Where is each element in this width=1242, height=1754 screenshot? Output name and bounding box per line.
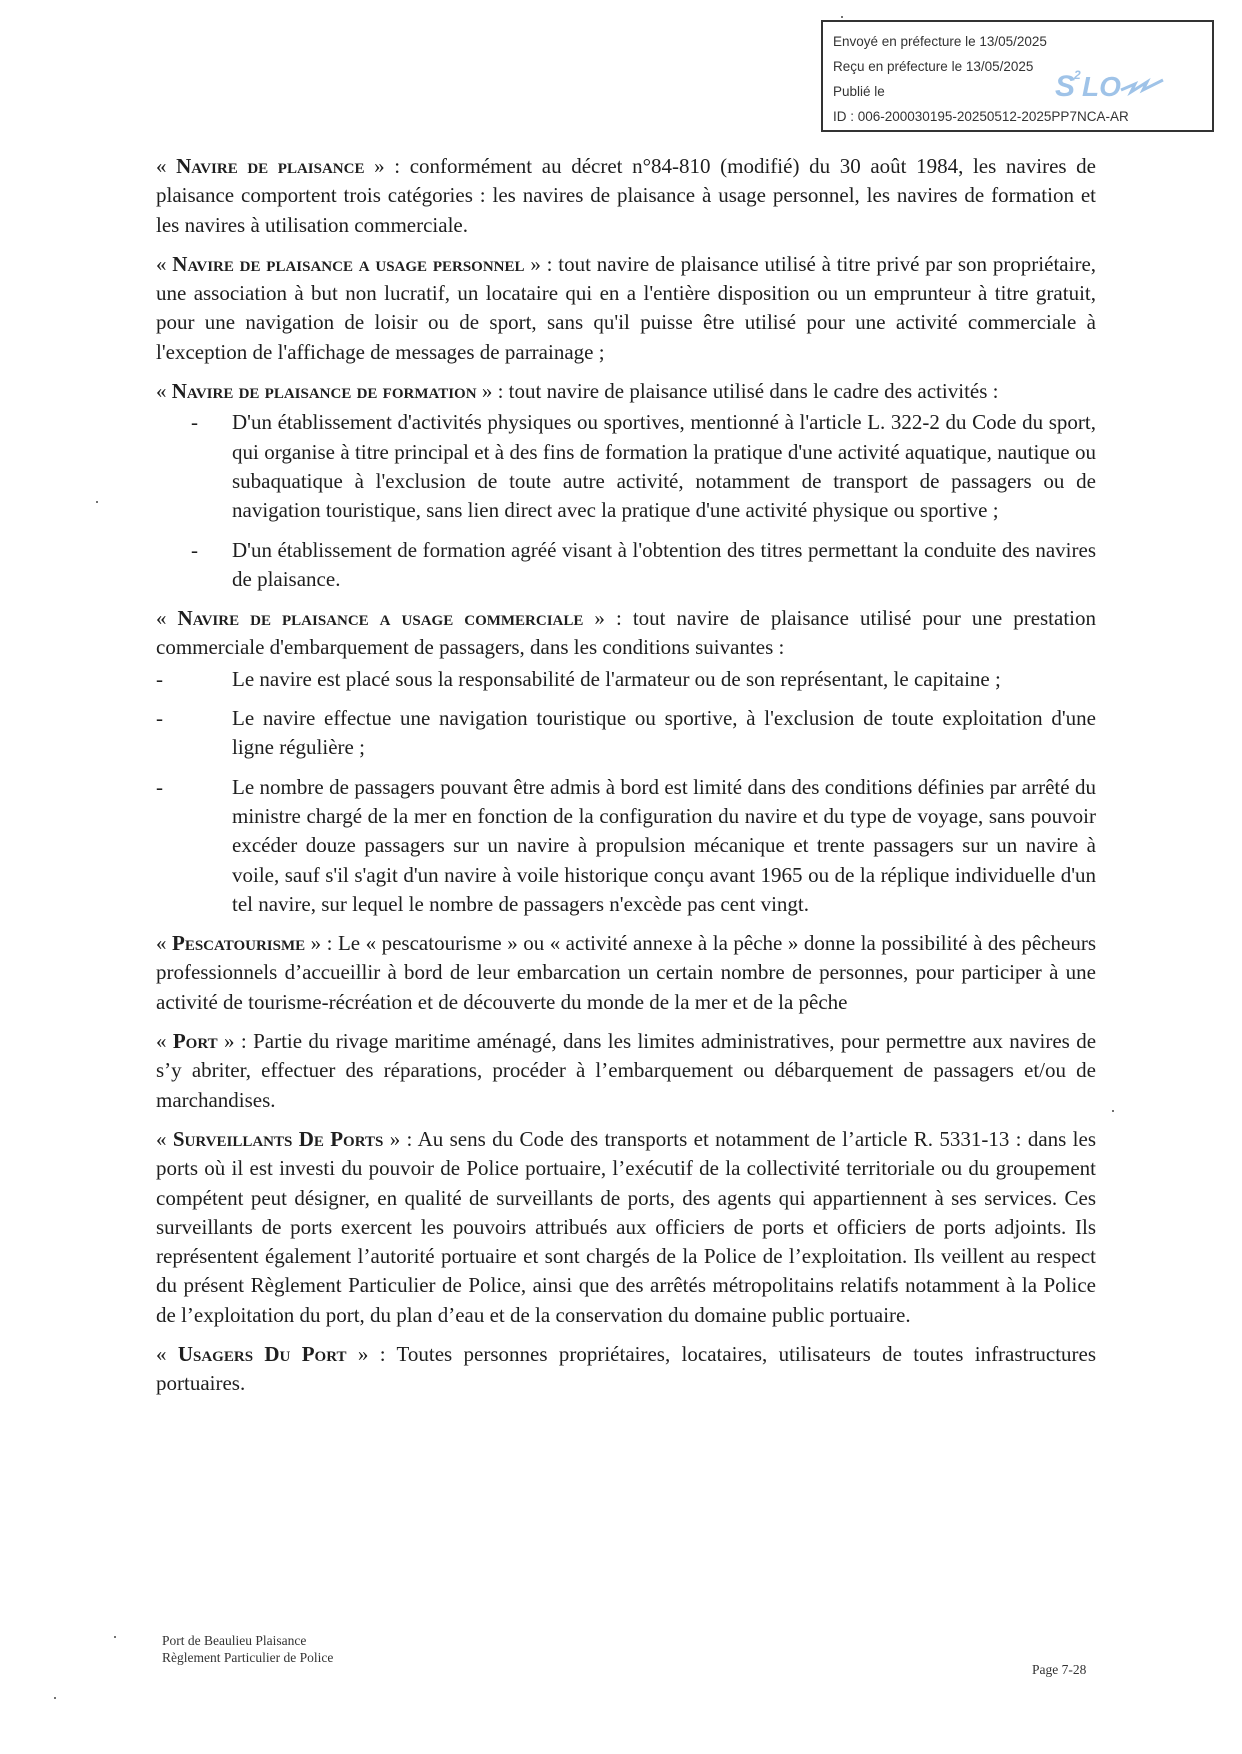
svg-text:LO: LO xyxy=(1082,71,1121,102)
page-number: Page 7-28 xyxy=(1032,1662,1087,1677)
definition-term: Port xyxy=(172,1029,218,1054)
scan-speck xyxy=(841,16,843,18)
commercial-list xyxy=(156,665,1096,919)
stamp-received-date: Reçu en préfecture le 13/05/2025 xyxy=(833,59,1034,74)
definition-text: tout navire de plaisance utilisé dans le cadre des activités : xyxy=(508,379,999,404)
definition-formation: « Navire de plaisance de formation » : tout navire de plaisance utilisé dans le cadre des activités : xyxy=(156,379,999,404)
scan-speck xyxy=(96,501,98,503)
footer-port-name: Port de Beaulieu Plaisance xyxy=(162,1633,307,1648)
stamp-published: Publié le xyxy=(833,84,885,99)
list-item: - D'un établissement de formation agréé visant à l'obtention des titres permettant la conduite des navires de plaisance. xyxy=(191,537,1096,591)
list-item: - Le nombre de passagers pouvant être admis à bord est limité dans des conditions définies par arrêté du ministre chargé de la mer en fonction de la configuration du navire et du type de voyage, sans pouvoir excéder douze passagers sur un navire à propulsion mécanique et trente passagers sur un navire à voile, sauf s'il s'agit d'un navire à voile historique conçu avant 1965 ou de la réplique individuelle d'un tel navire, sur lequel le nombre de passagers n'excède pas cent vingt. xyxy=(156,774,1096,916)
footer-doc-title: Règlement Particulier de Police xyxy=(162,1650,334,1665)
definition-navire-plaisance: « Navire de plaisance » : conformément au décret n°84-810 (modifié) du 30 août 1984, les navires de plaisance comportent trois catégories : les navires de plaisance à usage personnel, les navires de formation et les navires à utilisation commerciale. xyxy=(156,154,1097,237)
definition-text: Toutes personnes propriétaires, locataires, utilisateurs de toutes infrastructures portuaires. xyxy=(156,1341,1097,1396)
definition-text: Partie du rivage maritime aménagé, dans les limites administratives, pour permettre aux navires de s’y abriter, effectuer des réparations, procéder à l’embarquement ou débarquement de passagers et/ou de marchandises. xyxy=(156,1029,1097,1112)
svg-text:S: S xyxy=(1055,70,1076,103)
definition-term: Navire de plaisance a usage commerciale xyxy=(177,606,584,631)
list-item: - D'un établissement d'activités physiques ou sportives, mentionné à l'article L. 322-2 du Code du sport, qui organise à titre principal et à des fins de formation la pratique d'une activité aquatique, nautique ou subaquatique à l'exclusion de toute autre activité, notamment de transport de passagers ou de navigation touristique, sans lien direct avec la pratique d'une activité physique ou sportive ; xyxy=(191,410,1096,523)
list-item: - Le navire est placé sous la responsabilité de l'armateur ou de son représentant, le capitaine ; xyxy=(156,666,1001,691)
definition-usagers: « Usagers Du Port » : Toutes personnes propriétaires, locataires, utilisateurs de toutes infrastructures portuaires. xyxy=(156,1341,1097,1396)
definition-pescatourisme: « Pescatourisme » : Le « pescatourisme » ou « activité annexe à la pêche » donne la possibilité à des pêcheurs professionnels d’accueillir à bord de leur embarcation un certain nombre de personnes, pour participer à une activité de tourisme-récréation et de découverte du monde de la mer et de la pêche xyxy=(156,931,1097,1014)
scan-speck xyxy=(114,1636,116,1638)
definition-usage-commercial: « Navire de plaisance a usage commerciale » : tout navire de plaisance utilisé pour une prestation commerciale d'embarquement de passagers, dans les conditions suivantes : xyxy=(156,606,1097,660)
definition-port: « Port » : Partie du rivage maritime aménagé, dans les limites administratives, pour permettre aux navires de s’y abriter, effectuer des réparations, procéder à l’embarquement ou débarquement de passagers et/ou de marchandises. xyxy=(156,1029,1097,1112)
definition-text: conformément au décret n°84-810 (modifié) du 30 août 1984, les navires de plaisance comportent trois catégories : les navires de plaisance à usage personnel, les navires de formation et les navires à utilisation commerciale. xyxy=(156,154,1097,237)
stamp-id: ID : 006-200030195-20250512-2025PP7NCA-AR xyxy=(833,109,1129,124)
stamp-sent-date: Envoyé en préfecture le 13/05/2025 xyxy=(833,34,1047,49)
definition-term: Navire de plaisance de formation xyxy=(171,379,477,404)
list-item: - Le navire effectue une navigation touristique ou sportive, à l'exclusion de toute exploitation d'une ligne régulière ; xyxy=(156,706,1096,760)
svg-text:2: 2 xyxy=(1074,68,1081,82)
document-body xyxy=(156,152,1096,1409)
formation-list xyxy=(156,408,1096,594)
page-footer xyxy=(162,1632,333,1666)
prefecture-stamp xyxy=(821,20,1214,132)
definition-term: Pescatourisme xyxy=(172,931,306,956)
scan-speck xyxy=(54,1697,56,1699)
definition-usage-personnel: « Navire de plaisance a usage personnel » : tout navire de plaisance utilisé à titre privé par son propriétaire, une association à but non lucratif, un locataire qui en a l'entière disposition ou un emprunteur à titre gratuit, pour une navigation de loisir ou de sport, sans qu'il puisse être utilisé pour une activité commerciale à l'exception de l'affichage de messages de parrainage ; xyxy=(156,251,1097,364)
definition-term: Usagers Du Port xyxy=(177,1341,347,1366)
definition-term: Surveillants De Ports xyxy=(172,1126,384,1151)
scan-speck xyxy=(1112,1110,1114,1112)
definition-term: Navire de plaisance xyxy=(176,154,365,178)
definition-text: Au sens du Code des transports et notamment de l’article R. 5331-13 : dans les ports où il est investi du pouvoir de Police portuaire, l’exécutif de la collectivité territoriale ou du groupement compétent peut désigner, en qualité de surveillants de ports, des agents qui appartiennent à ses services. Ces surveillants de ports exercent les pouvoirs attribués aux officiers de ports et officiers de ports adjoints. Ils représentent également l’autorité portuaire et sont chargés de la Police de l’exploitation. Ils veillent au respect du présent Règlement Particulier de Police, ainsi que des arrêtés métropolitains relatifs notamment à la Police de l’exploitation du port, du plan d’eau et de la conservation du domaine public portuaire. xyxy=(156,1126,1097,1327)
definition-text: tout navire de plaisance utilisé à titre privé par son propriétaire, une association à but non lucratif, un locataire qui en a l'entière disposition ou un emprunteur à titre gratuit, pour une navigation de loisir ou de sport, sans qu'il puisse être utilisé pour une activité commerciale à l'exception de l'affichage de messages de parrainage ; xyxy=(156,251,1097,364)
definition-term: Navire de plaisance a usage personnel xyxy=(172,251,525,276)
s2lo-logo-icon xyxy=(1055,66,1165,106)
definition-text: tout navire de plaisance utilisé pour une prestation commerciale d'embarquement de passagers, dans les conditions suivantes : xyxy=(156,606,1097,660)
definition-text: Le « pescatourisme » ou « activité annexe à la pêche » donne la possibilité à des pêcheurs professionnels d’accueillir à bord de leur embarcation un certain nombre de personnes, pour participer à une activité de tourisme-récréation et de découverte du monde de la mer et de la pêche xyxy=(156,931,1097,1014)
definition-surveillants: « Surveillants De Ports » : Au sens du Code des transports et notamment de l’article R. 5331-13 : dans les ports où il est investi du pouvoir de Police portuaire, l’exécutif de la collectivité territoriale ou du groupement compétent peut désigner, en qualité de surveillants de ports, des agents qui appartiennent à ses services. Ces surveillants de ports exercent les pouvoirs attribués aux officiers de ports et officiers de ports adjoints. Ils représentent également l’autorité portuaire et sont chargés de la Police de l’exploitation. Ils veillent au respect du présent Règlement Particulier de Police, ainsi que des arrêtés métropolitains relatifs notamment à la Police de l’exploitation du port, du plan d’eau et de la conservation du domaine public portuaire. xyxy=(156,1126,1097,1327)
